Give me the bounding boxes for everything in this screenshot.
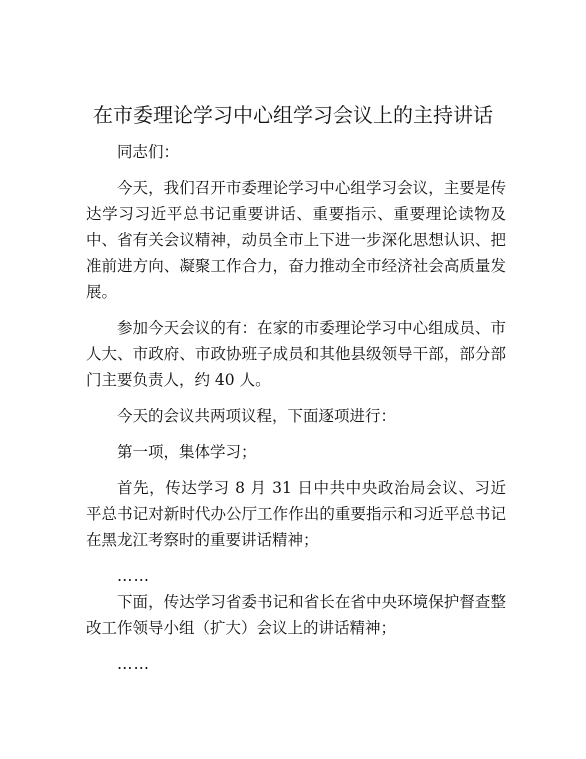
page-title: 在市委理论学习中心组学习会议上的主持讲话: [93, 103, 493, 127]
paragraph-first-study: 首先，传达学习 8 月 31 日中共中央政治局会议、习近平总书记对新时代办公厅工作作出的重要指示和习近平总书记在黑龙江考察时的重要讲话精神；: [86, 479, 506, 549]
salutation: 同志们：: [117, 143, 180, 161]
paragraph-opening: 今天，我们召开市委理论学习中心组学习会议，主要是传达学习习近平总书记重要讲话、重要指示、重要理论读物及中、省有关会议精神，动员全市上下进一步深化思想认识、把准前进方向、凝聚工作合力，奋力推动全市经济社会高质量发展。: [86, 179, 506, 301]
paragraph-agenda: 今天的会议共两项议程，下面逐项进行：: [117, 407, 397, 425]
ellipsis-1: ……: [117, 567, 150, 585]
document-body: [86, 139, 506, 677]
paragraph-item-one: 第一项，集体学习；: [117, 443, 257, 461]
paragraph-next-study: 下面，传达学习省委书记和省长在省中央环境保护督查整改工作领导小组（扩大）会议上的讲话精神；: [86, 593, 506, 637]
paragraph-attendees: 参加今天会议的有：在家的市委理论学习中心组成员、市人大、市政府、市政协班子成员和其他县级领导干部，部分部门主要负责人，约 40 人。: [86, 319, 506, 389]
ellipsis-2: ……: [117, 655, 150, 673]
